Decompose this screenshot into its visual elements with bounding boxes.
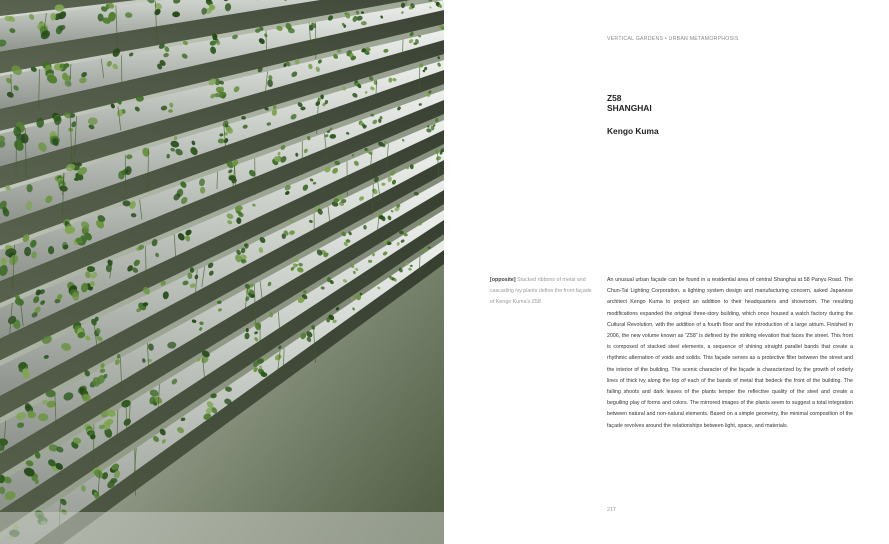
ivy-tendril [255,158,256,195]
running-header: VERTICAL GARDENS • URBAN METAMORPHOSIS [607,36,739,42]
street-strip [0,512,444,544]
ivy-leaf [168,109,173,113]
project-title [607,93,652,113]
ivy-leaf [172,11,180,17]
project-name: Z58 [607,93,622,103]
page-number: 217 [607,507,616,513]
caption-text: Stacked ribbons of metal and cascading ivy plants define the front façade of Kengo Kuma's Z58. [490,277,592,306]
ivy-leaf [200,187,205,194]
ivy-leaf [35,479,39,484]
ivy-leaf [48,246,54,254]
architect-name: Kengo Kuma [607,126,659,136]
photo-caption [490,275,595,309]
ivy-leaf [88,117,98,125]
text-page [444,0,889,544]
ivy-steel-facade-illustration [0,0,444,544]
caption-label: [opposite] [490,277,516,283]
facade-photo [0,0,444,544]
project-city: SHANGHAI [607,103,652,113]
body-text: An unusual urban façade can be found in a residential area of central Shanghai at 58 Panyu Road. The Chun-Tai Lighting Corporation, a lighting system design and manufacturing concern, asked Japanese architect Kengo Kuma to project an addition to their headquarters and showroom. The resulting modifications expanded the original three-story building, which once housed a watch factory during the Cultural Revolution, with the addition of a fourth floor and the introduction of a large atrium. Finished in 2006, the new volume known as “Z58” is defined by the striking elevation that faces the street. This front is composed of stacked steel elements, a sequence of shining straight parallel bands that create a rhythmic alternation of voids and solids. This façade serves as a protective filter between the street and the interior of the building. The scenic character of the façade is characterized by the growth of orderly lines of thick ivy along the top of each of the bands of metal that bedeck the front of the building. The falling shoots and dark leaves of the plants temper the reflective quality of the steel and create a beguiling play of forms and colors. The mirrored images of the plants seem to suggest a total integration between natural and non-natural elements. Based on a simple geometry, the minimal composition of the façade revolves around the relationships between light, space, and materials. [607,277,853,429]
